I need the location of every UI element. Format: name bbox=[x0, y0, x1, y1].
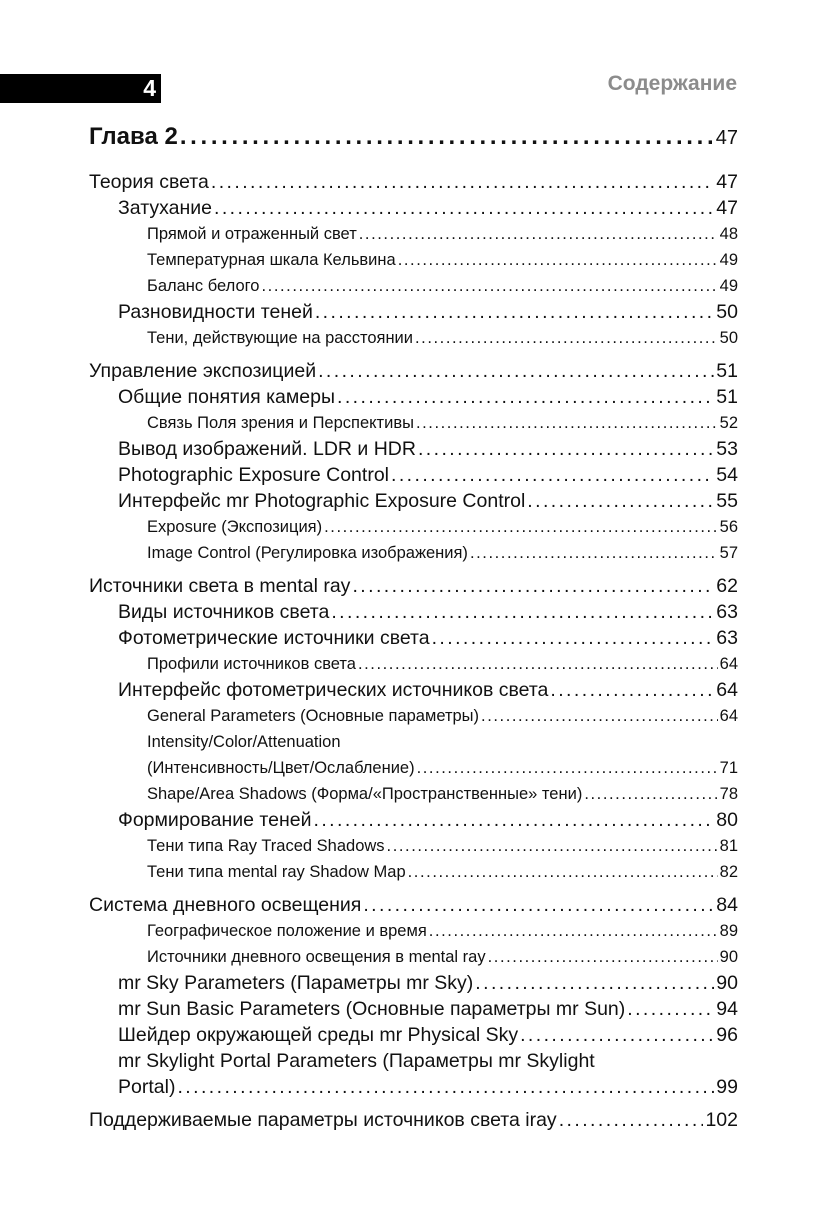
toc-section[interactable] bbox=[89, 1107, 738, 1133]
toc-page: 94 bbox=[716, 998, 738, 1020]
page-number-bar bbox=[0, 74, 161, 103]
toc-leader bbox=[488, 944, 718, 970]
toc-title-line[interactable]: Intensity/Color/Attenuation bbox=[147, 733, 341, 751]
toc-title: Глава 2 bbox=[89, 123, 178, 150]
toc-subsubsection[interactable] bbox=[89, 651, 738, 677]
toc-leader bbox=[432, 625, 715, 651]
toc-section[interactable] bbox=[89, 358, 738, 384]
toc-page: 81 bbox=[719, 837, 738, 855]
toc-title: Вывод изображений. LDR и HDR bbox=[118, 438, 416, 460]
toc-subsubsection[interactable] bbox=[89, 859, 738, 885]
toc-page: 89 bbox=[719, 922, 738, 940]
toc-leader bbox=[418, 436, 714, 462]
toc-subsection[interactable] bbox=[89, 299, 738, 325]
toc-page: 64 bbox=[719, 707, 738, 725]
toc-leader bbox=[315, 299, 714, 325]
toc-leader bbox=[520, 1022, 714, 1048]
toc-subsection[interactable] bbox=[89, 195, 738, 221]
toc-subsection[interactable] bbox=[89, 1074, 738, 1100]
toc-title: Portal) bbox=[118, 1076, 176, 1098]
toc-title: (Интенсивность/Цвет/Ослабление) bbox=[147, 759, 415, 777]
toc-title: Фотометрические источники света bbox=[118, 627, 430, 649]
toc-page: 55 bbox=[716, 490, 738, 512]
toc-leader bbox=[352, 573, 714, 599]
toc-title: Разновидности теней bbox=[118, 301, 313, 323]
page-number: 4 bbox=[143, 75, 156, 101]
toc-leader bbox=[417, 755, 718, 781]
toc-title: Баланс белого bbox=[147, 277, 260, 295]
toc-subsubsection[interactable] bbox=[89, 410, 738, 436]
toc-leader bbox=[416, 410, 718, 436]
toc-subsubsection[interactable] bbox=[89, 918, 738, 944]
toc-section[interactable] bbox=[89, 892, 738, 918]
toc-subsection[interactable] bbox=[89, 488, 738, 514]
toc-subsection[interactable] bbox=[89, 625, 738, 651]
toc-page: 49 bbox=[719, 277, 738, 295]
toc-title: Управление экспозицией bbox=[89, 360, 317, 382]
toc-page: 63 bbox=[716, 627, 738, 649]
toc-title: Тени типа Ray Traced Shadows bbox=[147, 837, 385, 855]
toc-page: 99 bbox=[716, 1076, 738, 1098]
toc-subsubsection[interactable] bbox=[89, 514, 738, 540]
toc-title: Профили источников света bbox=[147, 655, 356, 673]
toc-leader bbox=[211, 169, 714, 195]
toc-title: Shape/Area Shadows (Форма/«Пространственные» тени) bbox=[147, 785, 583, 803]
toc-section[interactable] bbox=[89, 169, 738, 195]
toc-title: Интерфейс mr Photographic Exposure Control bbox=[118, 490, 526, 512]
toc-subsection[interactable] bbox=[89, 599, 738, 625]
toc-page: 49 bbox=[719, 251, 738, 269]
toc-page: 50 bbox=[719, 329, 738, 347]
toc-page: 80 bbox=[716, 809, 738, 831]
toc-page: 64 bbox=[719, 655, 738, 673]
toc-page: 90 bbox=[719, 948, 738, 966]
toc-title: Шейдер окружающей среды mr Physical Sky bbox=[118, 1024, 519, 1046]
toc-page: 63 bbox=[716, 601, 738, 623]
toc-title: mr Sun Basic Parameters (Основные параметры mr Sun) bbox=[118, 998, 626, 1020]
toc-page: 53 bbox=[716, 438, 738, 460]
toc-title: Тени, действующие на расстоянии bbox=[147, 329, 413, 347]
toc-title: Прямой и отраженный свет bbox=[147, 225, 357, 243]
toc-chapter[interactable] bbox=[89, 121, 738, 153]
toc-leader bbox=[331, 599, 714, 625]
toc-subsection[interactable] bbox=[89, 1022, 738, 1048]
toc-subsection[interactable] bbox=[89, 996, 738, 1022]
toc-subsection[interactable] bbox=[89, 384, 738, 410]
toc-page: 78 bbox=[719, 785, 738, 803]
toc-title: Теория света bbox=[89, 171, 209, 193]
toc-leader bbox=[261, 273, 717, 299]
toc-leader bbox=[408, 859, 718, 885]
toc-page: 62 bbox=[716, 575, 738, 597]
toc-title: Температурная шкала Кельвина bbox=[147, 251, 396, 269]
table-of-contents bbox=[89, 121, 738, 1133]
toc-leader bbox=[324, 514, 718, 540]
toc-page: 51 bbox=[716, 360, 738, 382]
toc-leader bbox=[391, 462, 714, 488]
toc-title: Система дневного освещения bbox=[89, 894, 362, 916]
toc-leader bbox=[359, 221, 718, 247]
toc-subsubsection[interactable] bbox=[89, 540, 738, 566]
toc-page: 96 bbox=[716, 1024, 738, 1046]
toc-page: 47 bbox=[716, 197, 738, 219]
toc-title: Географическое положение и время bbox=[147, 922, 427, 940]
toc-page: 54 bbox=[716, 464, 738, 486]
toc-leader bbox=[387, 833, 718, 859]
toc-title: mr Sky Parameters (Параметры mr Sky) bbox=[118, 972, 474, 994]
toc-page: 71 bbox=[719, 759, 738, 777]
toc-subsubsection[interactable] bbox=[89, 833, 738, 859]
toc-title: Формирование теней bbox=[118, 809, 312, 831]
toc-section[interactable] bbox=[89, 573, 738, 599]
toc-leader bbox=[627, 996, 714, 1022]
toc-title: General Parameters (Основные параметры) bbox=[147, 707, 480, 725]
toc-leader bbox=[527, 488, 714, 514]
toc-subsubsection[interactable] bbox=[89, 755, 738, 781]
toc-page: 51 bbox=[716, 386, 738, 408]
toc-leader bbox=[214, 195, 714, 221]
toc-subsubsection[interactable] bbox=[89, 273, 738, 299]
toc-title: Тени типа mental ray Shadow Map bbox=[147, 863, 406, 881]
toc-subsubsection[interactable] bbox=[89, 944, 738, 970]
toc-leader bbox=[559, 1107, 704, 1133]
toc-subsection[interactable] bbox=[89, 677, 738, 703]
toc-leader bbox=[363, 892, 714, 918]
toc-subsubsection[interactable] bbox=[89, 703, 738, 729]
toc-subsection[interactable] bbox=[89, 970, 738, 996]
toc-page: 47 bbox=[715, 127, 738, 149]
running-title: Содержание bbox=[607, 72, 737, 95]
toc-subsubsection[interactable] bbox=[89, 325, 738, 351]
toc-page: 102 bbox=[705, 1109, 738, 1131]
toc-page: 82 bbox=[719, 863, 738, 881]
toc-subsubsection[interactable] bbox=[89, 221, 738, 247]
toc-leader bbox=[177, 1074, 714, 1100]
toc-leader bbox=[180, 121, 714, 153]
toc-subsection[interactable] bbox=[89, 462, 738, 488]
toc-title: Виды источников света bbox=[118, 601, 330, 623]
toc-leader bbox=[415, 325, 718, 351]
toc-page: 84 bbox=[716, 894, 738, 916]
toc-leader bbox=[318, 358, 714, 384]
toc-page: 47 bbox=[716, 171, 738, 193]
toc-title: Источники дневного освещения в mental ray bbox=[147, 948, 486, 966]
toc-leader bbox=[475, 970, 714, 996]
toc-leader bbox=[481, 703, 718, 729]
toc-page: 48 bbox=[719, 225, 738, 243]
toc-page: 56 bbox=[719, 518, 738, 536]
toc-subsection[interactable] bbox=[89, 436, 738, 462]
toc-leader bbox=[398, 247, 718, 273]
toc-subsection[interactable] bbox=[89, 807, 738, 833]
toc-leader bbox=[337, 384, 714, 410]
toc-page: 57 bbox=[719, 544, 738, 562]
toc-title: Поддерживаемые параметры источников света iray bbox=[89, 1109, 557, 1131]
toc-page: 64 bbox=[716, 679, 738, 701]
toc-leader bbox=[313, 807, 714, 833]
toc-title: Затухание bbox=[118, 197, 212, 219]
toc-title: Общие понятия камеры bbox=[118, 386, 335, 408]
toc-leader bbox=[429, 918, 718, 944]
toc-title: Источники света в mental ray bbox=[89, 575, 351, 597]
toc-subsubsection[interactable] bbox=[89, 247, 738, 273]
toc-leader bbox=[584, 781, 717, 807]
toc-page: 52 bbox=[719, 414, 738, 432]
toc-title: Exposure (Экспозиция) bbox=[147, 518, 323, 536]
toc-title: Photographic Exposure Control bbox=[118, 464, 389, 486]
toc-page: 90 bbox=[716, 972, 738, 994]
toc-title-line[interactable]: mr Skylight Portal Parameters (Параметры mr Skylight bbox=[118, 1050, 595, 1072]
toc-title: Интерфейс фотометрических источников света bbox=[118, 679, 549, 701]
toc-page: 50 bbox=[716, 301, 738, 323]
toc-leader bbox=[470, 540, 718, 566]
toc-title: Image Control (Регулировка изображения) bbox=[147, 544, 468, 562]
toc-leader bbox=[358, 651, 718, 677]
toc-subsubsection[interactable] bbox=[89, 781, 738, 807]
toc-title: Связь Поля зрения и Перспективы bbox=[147, 414, 414, 432]
toc-leader bbox=[550, 677, 714, 703]
